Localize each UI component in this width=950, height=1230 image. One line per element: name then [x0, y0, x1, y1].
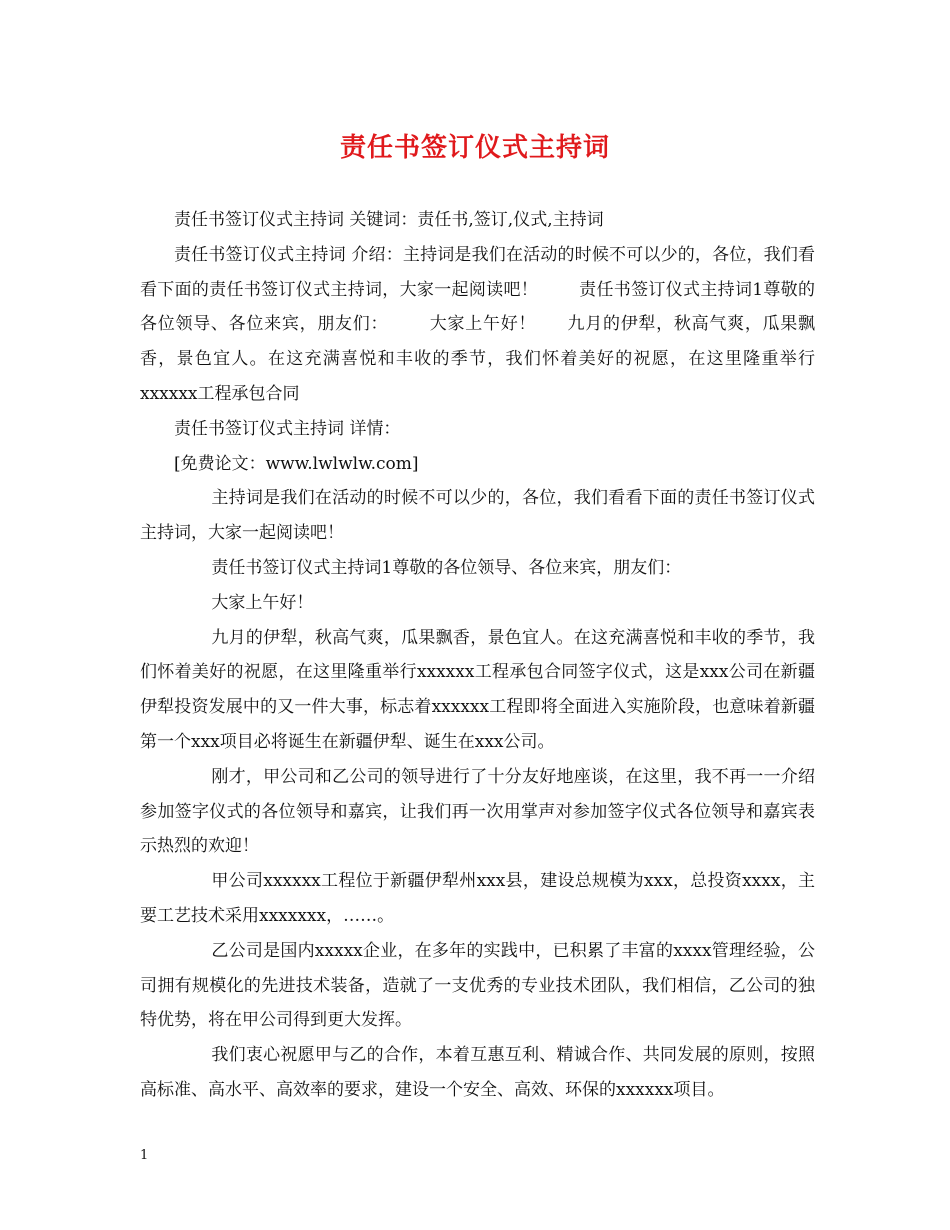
- details-label: 责任书签订仪式主持词 详情：: [174, 418, 401, 439]
- paragraph: 乙公司是国内xxxxx企业，在多年的实践中，已积累了丰富的xxxx管理经验，公司拥有规模化的先进技术装备，造就了一支优秀的专业技术团队，我们相信，乙公司的独特优势，将在甲公司得到更大发挥。: [140, 940, 815, 1031]
- source-link: [免费论文：www.lwlwlw.com]: [174, 453, 419, 474]
- intro-text-3: 大家上午好！: [429, 314, 537, 335]
- keywords-line: 责任书签订仪式主持词 关键词：责任书,签订,仪式,主持词: [174, 210, 604, 230]
- paragraph: 大家上午好！: [211, 592, 314, 613]
- paragraph: 主持词是我们在活动的时候不可以少的，各位，我们看看下面的责任书签订仪式主持词，大家一起阅读吧！: [140, 488, 815, 544]
- intro-paragraph: [140, 238, 815, 412]
- intro-text: 责任书签订仪式主持词 介绍：主持词是我们在活动的时候不可以少的，各位，我们看看下面的责任书签订仪式主持词，大家一起阅读吧！: [140, 244, 815, 300]
- paragraph: 我们衷心祝愿甲与乙的合作，本着互惠互利、精诚合作、共同发展的原则，按照高标准、高水平、高效率的要求，建设一个安全、高效、环保的xxxxxx项目。: [140, 1045, 815, 1100]
- document-title: 责任书签订仪式主持词: [339, 133, 610, 163]
- paragraph: 刚才，甲公司和乙公司的领导进行了十分友好地座谈，在这里，我不再一一介绍参加签字仪式的各位领导和嘉宾，让我们再一次用掌声对参加签字仪式各位领导和嘉宾表示热烈的欢迎！: [140, 766, 815, 857]
- paragraph: 甲公司xxxxxx工程位于新疆伊犁州xxx县，建设总规模为xxx，总投资xxxx，主要工艺技术采用xxxxxxx，……。: [140, 871, 815, 926]
- document-body: [140, 203, 815, 1108]
- page-number: 1: [140, 1148, 149, 1163]
- paragraph: 九月的伊犁，秋高气爽，瓜果飘香，景色宜人。在这充满喜悦和丰收的季节，我们怀着美好的祝愿，在这里隆重举行xxxxxx工程承包合同签字仪式，这是xxx公司在新疆伊犁投资发展中的又一件大事，标志着xxxxxx工程即将全面进入实施阶段，也意味着新疆第一个xxx项目必将诞生在新疆伊犁、诞生在xxx公司。: [140, 627, 815, 752]
- intro-text-2: 责任书签订仪式主持词1尊敬的各位领导、各位来宾，朋友们：: [140, 279, 815, 335]
- paragraph: 责任书签订仪式主持词1尊敬的各位领导、各位来宾，朋友们：: [211, 557, 682, 578]
- intro-text-4: 九月的伊犁，秋高气爽，瓜果飘香，景色宜人。在这充满喜悦和丰收的季节，我们怀着美好的祝愿，在这里隆重举行xxxxxx工程承包合同: [140, 314, 816, 404]
